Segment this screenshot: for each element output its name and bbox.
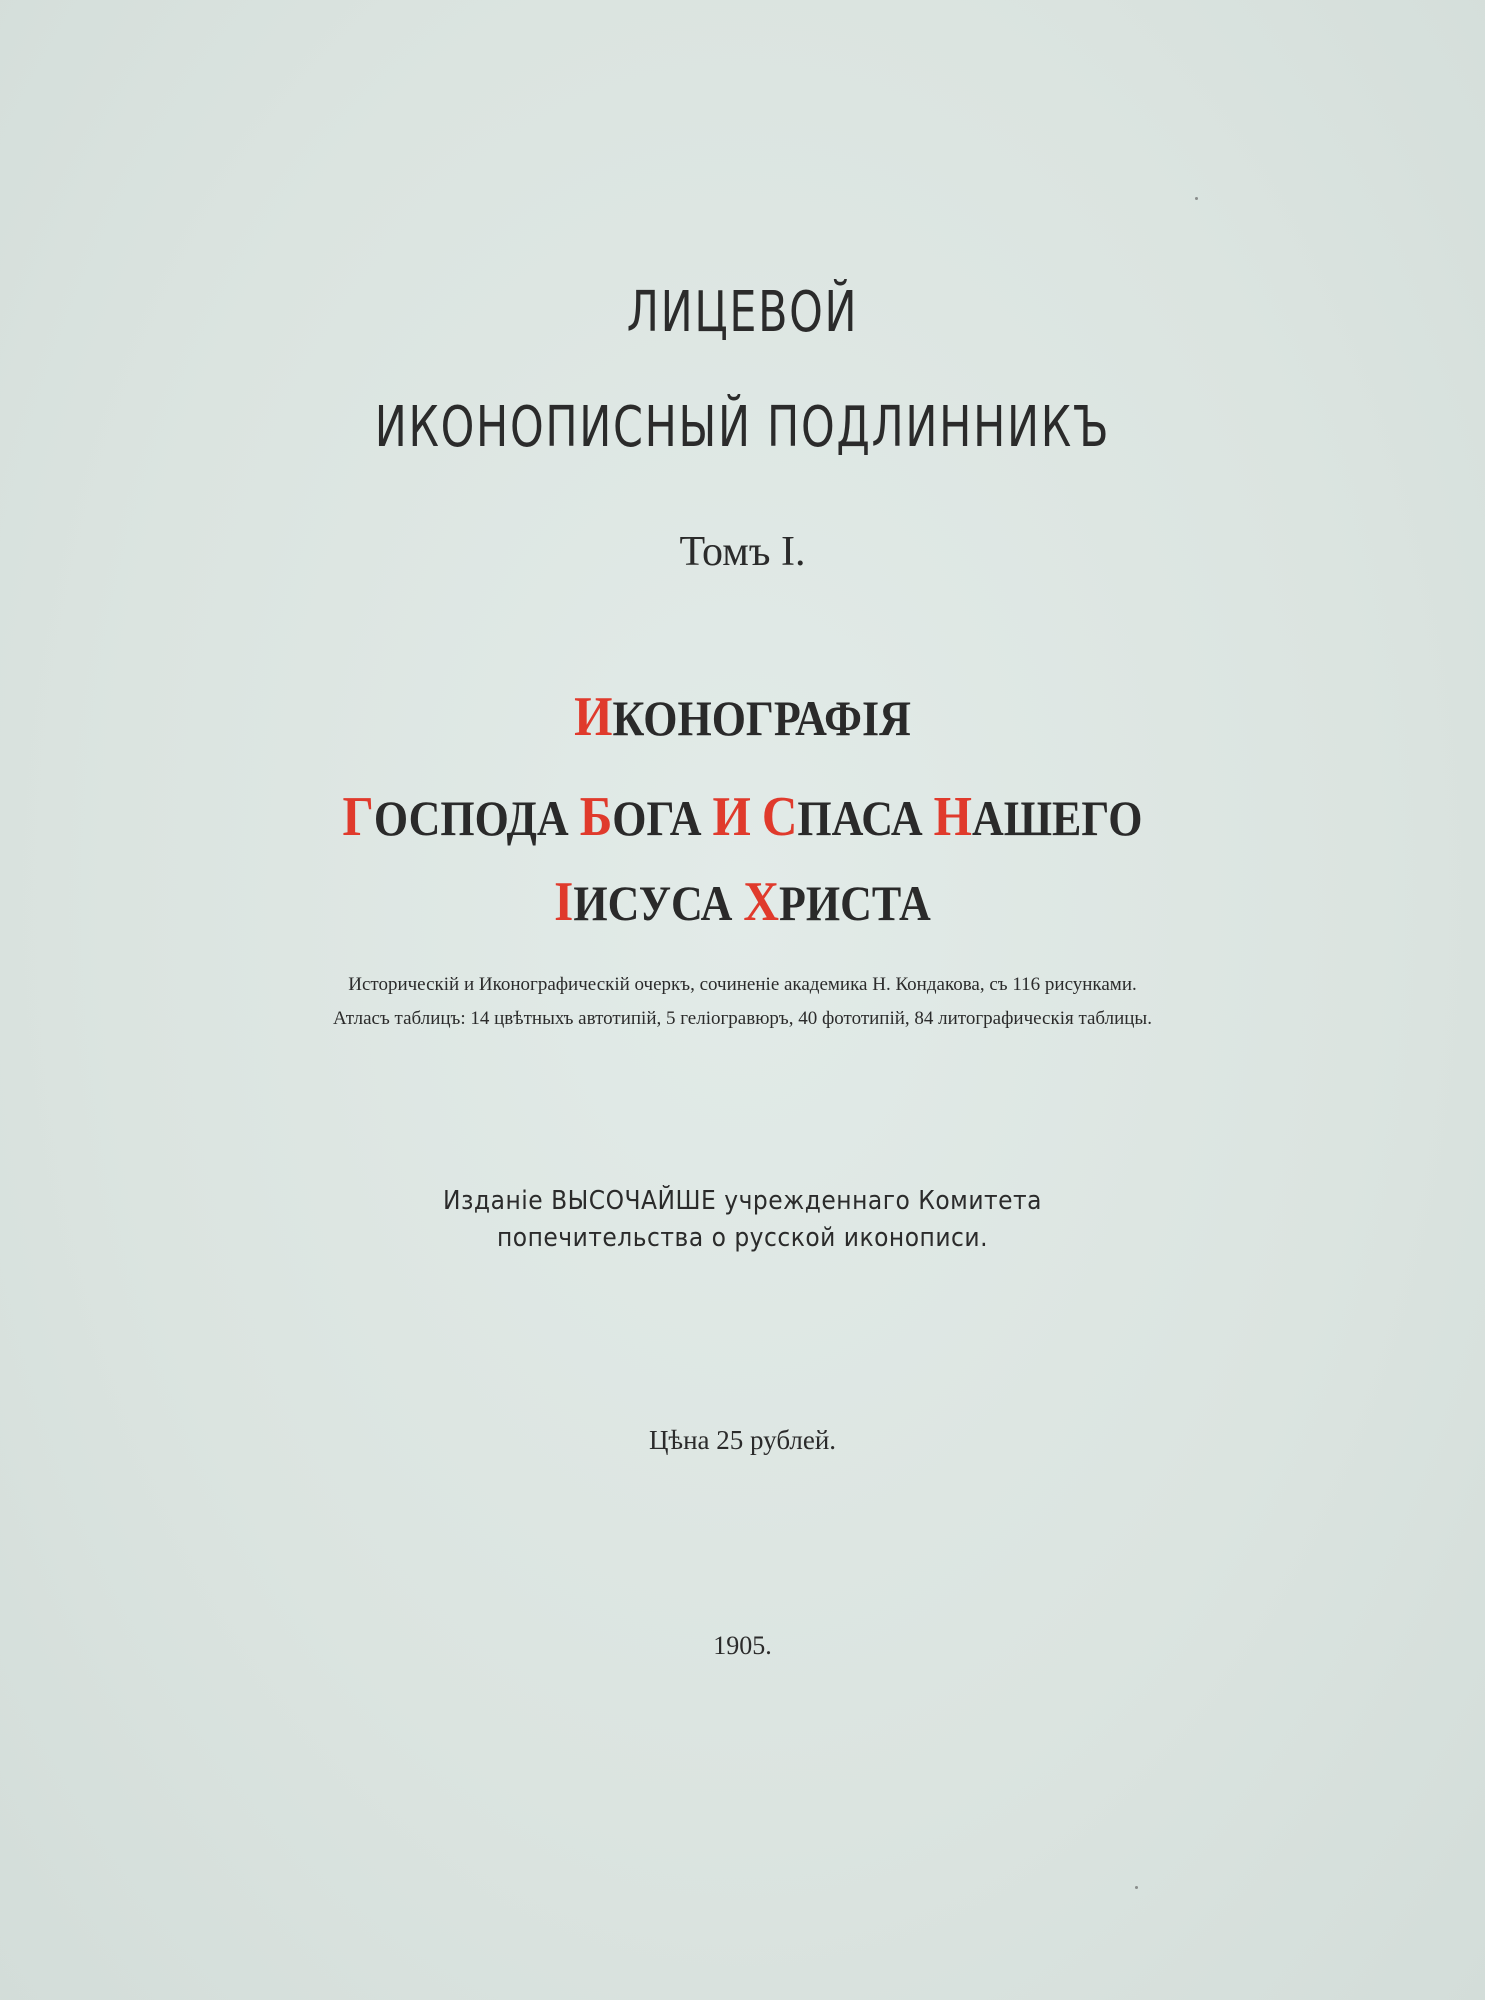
title-line-2: ИКОНОПИСНЫЙ ПОДЛИННИКЪ	[374, 395, 1111, 460]
publisher-line-2: попечительства о русской иконописи.	[496, 1223, 989, 1253]
red-initial: Б	[579, 786, 613, 848]
word-rest: ОГА	[612, 790, 702, 846]
red-initial: С	[761, 786, 798, 848]
word-rest: ОСПОДА	[373, 790, 569, 846]
red-initial: І	[554, 871, 574, 933]
title-line-1: ЛИЦЕВОЙ	[626, 280, 859, 345]
paper-speck	[1195, 197, 1198, 200]
paper-speck	[1135, 1886, 1138, 1889]
word-rest: АШЕГО	[971, 790, 1143, 846]
volume-label: Томъ I.	[679, 529, 806, 575]
iconography-line-3	[89, 870, 1396, 934]
description-line-1: Историческій и Иконографическій очеркъ, сочиненіе академика Н. Кондакова, съ 116 рисунками.	[348, 974, 1137, 995]
red-initial: И	[574, 686, 613, 748]
red-initial: Х	[743, 871, 780, 933]
year-label: 1905.	[713, 1631, 772, 1660]
red-initial: И	[712, 786, 751, 848]
price-label: Цѣна 25 рублей.	[648, 1425, 837, 1455]
description-line-2: Атласъ таблицъ: 14 цвѣтныхъ автотипій, 5 геліогравюръ, 40 фототипій, 84 литографическія таблицы.	[333, 1008, 1152, 1029]
iconography-line-1	[89, 685, 1396, 749]
word-rest: ПАСА	[797, 790, 923, 846]
word-rest: ИСУСА	[573, 875, 733, 931]
word-rest: РИСТА	[779, 875, 931, 931]
red-initial: Г	[342, 786, 374, 848]
iconography-line-2	[89, 785, 1396, 849]
publisher-line-1: Изданіе ВЫСОЧАЙШЕ учрежденнаго Комитета	[443, 1186, 1042, 1216]
word-rest: КОНОГРАФІЯ	[612, 690, 911, 746]
red-initial: Н	[933, 786, 972, 848]
